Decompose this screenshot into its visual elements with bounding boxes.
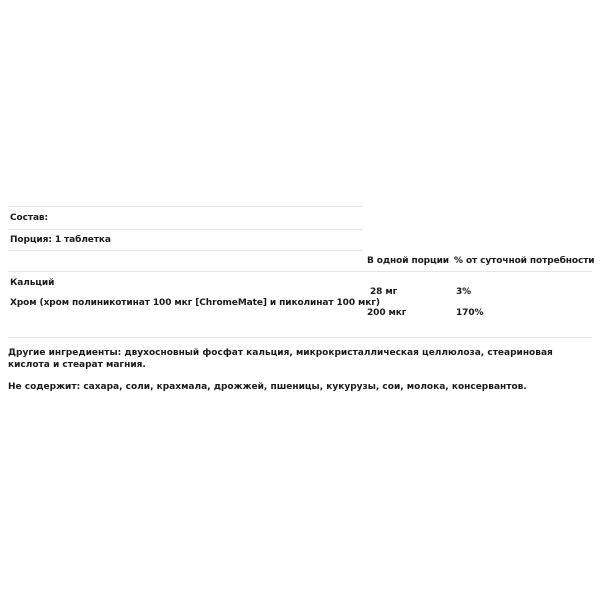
free-from: Не содержит: сахара, соли, крахмала, дрожжей, пшеницы, кукурузы, сои, молока, консервантов. (8, 382, 527, 392)
divider (8, 337, 592, 338)
ingredient-name: Хром (хром полиникотинат 100 мкг [ChromeMate] и пиколинат 100 мкг) (10, 298, 380, 308)
serving-size: Порция: 1 таблетка (10, 235, 111, 245)
divider (8, 229, 362, 230)
daily-value-header: % от суточной потребности (454, 256, 595, 266)
ingredient-daily-value: 3% (456, 287, 472, 297)
other-ingredients: Другие ингредиенты: двухосновный фосфат кальция, микрокристаллическая целлюлоза, стеариновая кислота и стеарат магния. (8, 348, 553, 370)
per-serving-header: В одной порции (367, 256, 450, 266)
ingredient-name: Кальций (10, 278, 55, 288)
ingredient-daily-value: 170% (456, 308, 484, 318)
divider (8, 250, 362, 251)
divider (8, 271, 592, 272)
ingredient-amount: 28 мг (370, 287, 398, 297)
divider (8, 206, 362, 207)
ingredient-amount: 200 мкг (367, 308, 407, 318)
composition-label: Состав: (10, 213, 49, 223)
